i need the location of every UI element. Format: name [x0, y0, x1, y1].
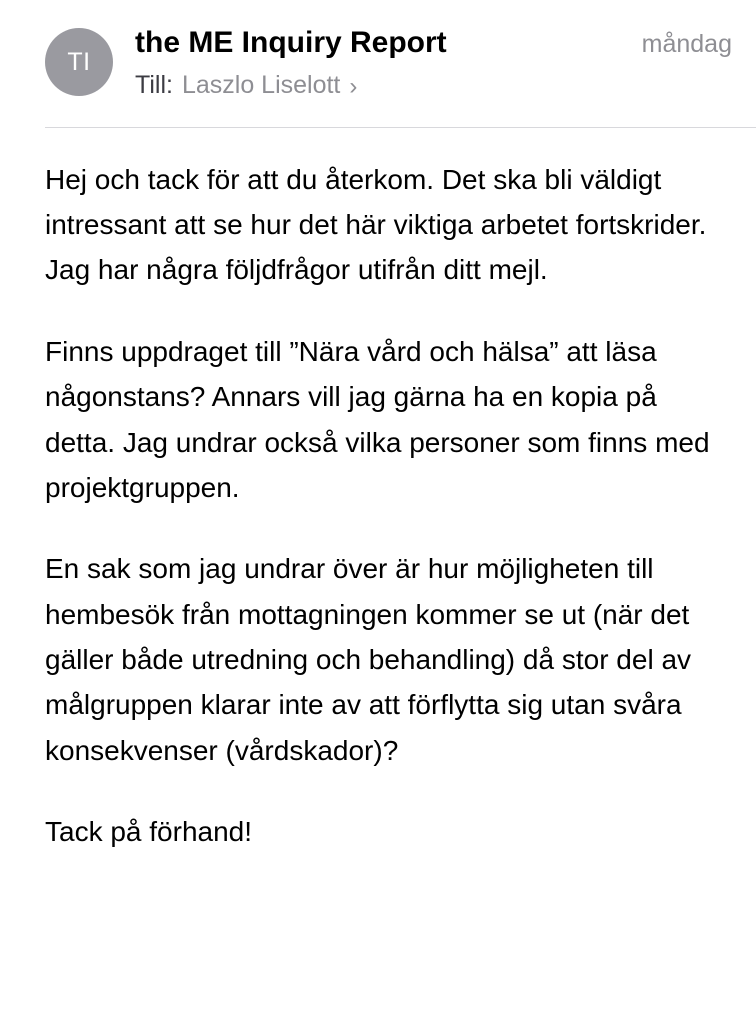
email-header-text [135, 26, 732, 100]
subject-row [135, 26, 732, 59]
email-body [0, 128, 756, 1023]
body-paragraph: Tack på förhand! [45, 816, 253, 848]
email-date: måndag [641, 30, 732, 58]
chevron-right-icon[interactable]: › [349, 73, 358, 100]
avatar[interactable] [45, 28, 113, 96]
recipient-label: Till: [135, 71, 173, 99]
body-paragraph: En sak som jag undrar över är hur möjligheten till hembesök från mottagningen kommer se ut (när det gäller både utredning och behandling) då stor del av målgruppen klarar inte av att förflytta sig utan svåra konsekvenser (vårdskador)? [45, 553, 699, 766]
email-subject: the ME Inquiry Report [135, 26, 447, 59]
email-header [0, 0, 756, 100]
avatar-initials: TI [67, 47, 91, 76]
body-paragraph: Finns uppdraget till ”Nära vård och hälsa” att läsa någonstans? Annars vill jag gärna ha en kopia på detta. Jag undrar också vilka personer som finns med projektgruppen. [45, 335, 726, 503]
recipient-row[interactable] [135, 71, 732, 100]
body-paragraph: Hej och tack för att du återkom. Det ska bli väldigt intressant att se hur det här viktiga arbetet fortskrider. Jag har några följdfrågor utifrån ditt mejl. [45, 163, 715, 286]
recipient-name[interactable]: Laszlo Liselott [181, 71, 341, 99]
